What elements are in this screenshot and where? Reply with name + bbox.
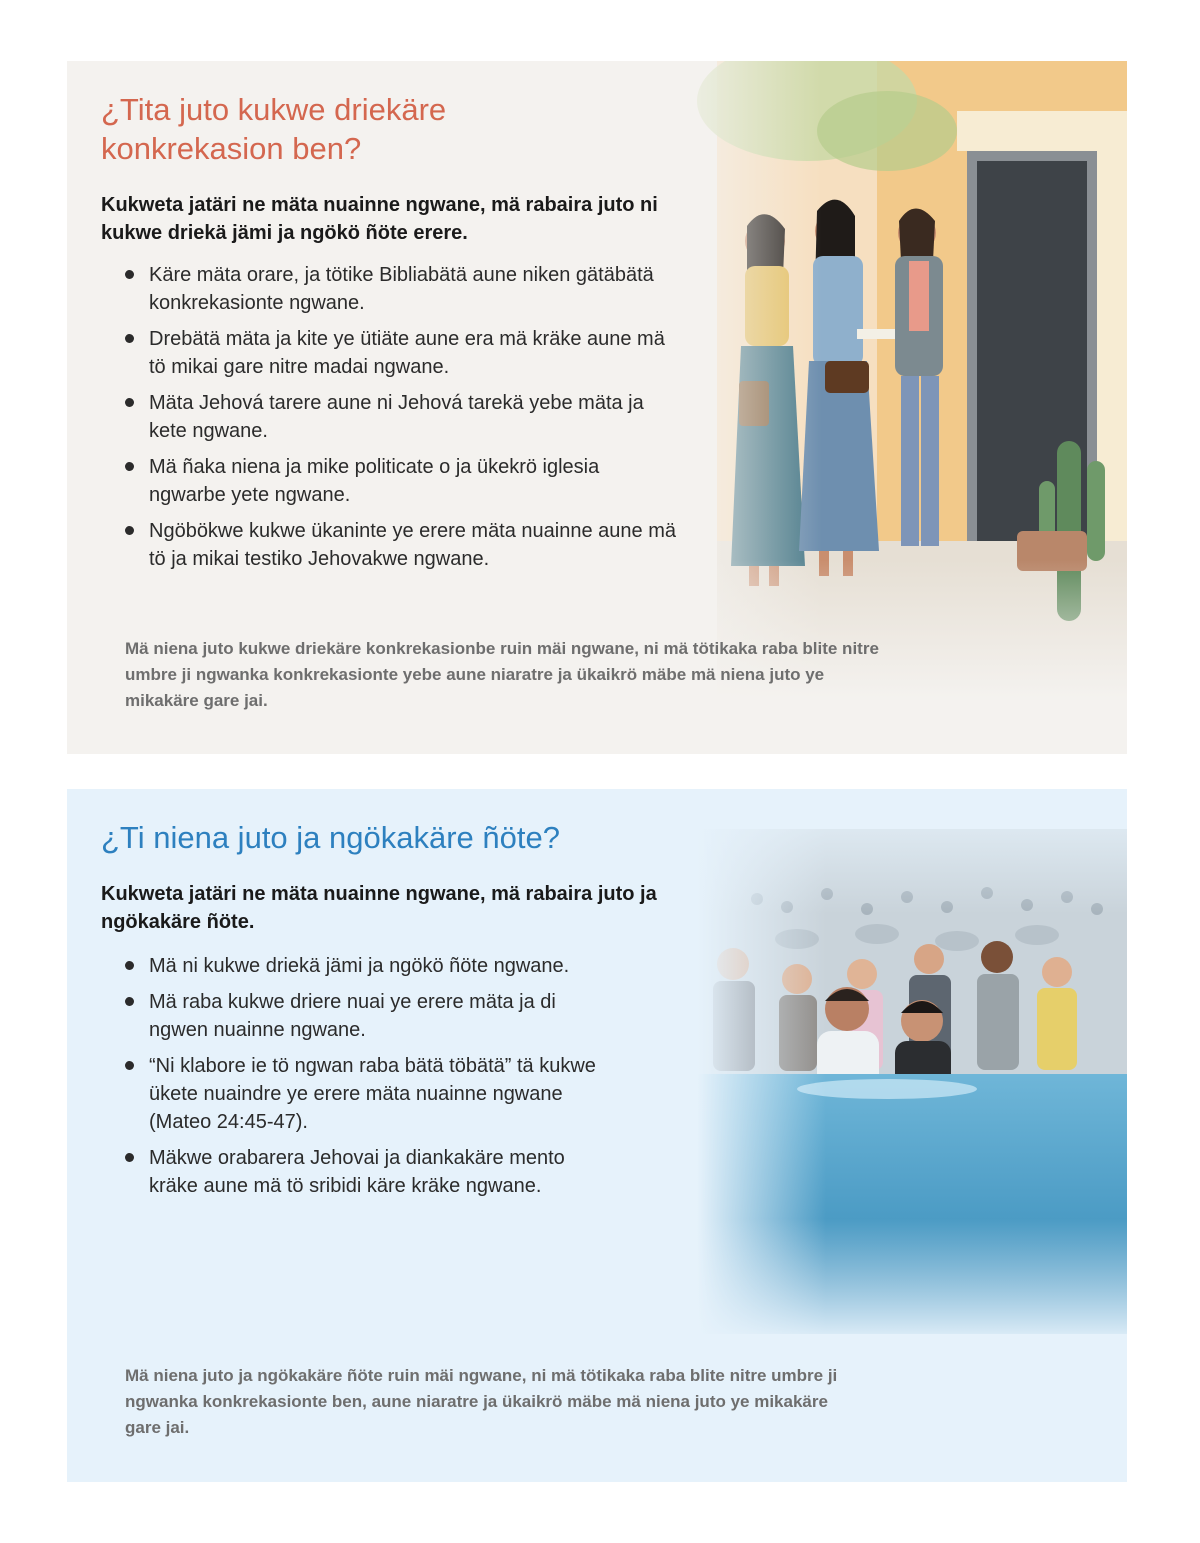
section-note: Mä niena juto kukwe driekäre konkrekasionbe ruin mäi ngwane, ni mä tötikaka raba blite nitre umbre ji ngwanka konkrekasionte yebe aune niaratre ja ükaikrö mäbe mä niena juto ye mikakäre gare jai. xyxy=(125,639,879,710)
section-lead: Kukweta jatäri ne mäta nuainne ngwane, mä rabaira juto ni kukwe driekä jämi ja ngökö ñöte erere. xyxy=(101,194,658,244)
list-item-text: Mä raba kukwe driere nuai ye erere mäta ja di ngwen nuainne ngwane. xyxy=(149,991,556,1041)
bullet-icon xyxy=(125,526,134,535)
list-item xyxy=(125,517,680,573)
list-item xyxy=(125,1144,615,1200)
section-title: ¿Ti niena juto ja ngökakäre ñöte? xyxy=(101,820,560,855)
section-title: ¿Tita juto kukwe driekäre konkrekasion ben? xyxy=(101,92,447,166)
section-baptism-card xyxy=(67,789,1127,1482)
list-item xyxy=(125,389,680,445)
bullet-icon xyxy=(125,961,134,970)
section-lead: Kukweta jatäri ne mäta nuainne ngwane, mä rabaira juto ja ngökakäre ñöte. xyxy=(101,883,657,933)
list-item-text: Drebätä mäta ja kite ye ütiäte aune era mä kräke aune mä tö mikai gare nitre madai ngwane. xyxy=(149,328,665,378)
requirements-list xyxy=(125,952,615,1208)
list-item xyxy=(125,261,680,317)
list-item xyxy=(125,952,615,980)
requirements-list xyxy=(125,261,680,581)
list-item-text: Mä ni kukwe driekä jämi ja ngökö ñöte ngwane. xyxy=(149,955,570,977)
list-item-text: Mäta Jehová tarere aune ni Jehová tarekä yebe mäta ja kete ngwane. xyxy=(149,392,644,442)
bullet-icon xyxy=(125,1061,134,1070)
bullet-icon xyxy=(125,334,134,343)
bullet-icon xyxy=(125,462,134,471)
list-item-text: “Ni klabore ie tö ngwan raba bätä töbätä” tä kukwe ükete nuaindre ye erere mäta nuainne ngwane (Mateo 24:45-47). xyxy=(149,1055,596,1133)
list-item-text: Mä ñaka niena ja mike politicate o ja ükekrö iglesia ngwarbe yete ngwane. xyxy=(149,456,600,506)
list-item-text: Ngöbökwe kukwe ükaninte ye erere mäta nuainne aune mä tö ja mikai testiko Jehovakwe ngwane. xyxy=(149,520,676,570)
section-note: Mä niena juto ja ngökakäre ñöte ruin mäi ngwane, ni mä tötikaka raba blite nitre umbre ji ngwanka konkrekasionte ben, aune niaratre ja ükaikrö mäbe mä niena juto ye mikakäre gare jai. xyxy=(125,1366,838,1437)
bullet-icon xyxy=(125,1153,134,1162)
list-item xyxy=(125,1052,615,1136)
bullet-icon xyxy=(125,398,134,407)
list-item-text: Käre mäta orare, ja tötike Bibliabätä aune niken gätäbätä konkrekasionte ngwane. xyxy=(149,264,654,314)
list-item xyxy=(125,988,615,1044)
section-congregation-card xyxy=(67,61,1127,754)
list-item-text: Mäkwe orabarera Jehovai ja diankakäre mento kräke aune mä tö sribidi käre kräke ngwane. xyxy=(149,1147,565,1197)
list-item xyxy=(125,325,680,381)
bullet-icon xyxy=(125,270,134,279)
list-item xyxy=(125,453,680,509)
bullet-icon xyxy=(125,997,134,1006)
